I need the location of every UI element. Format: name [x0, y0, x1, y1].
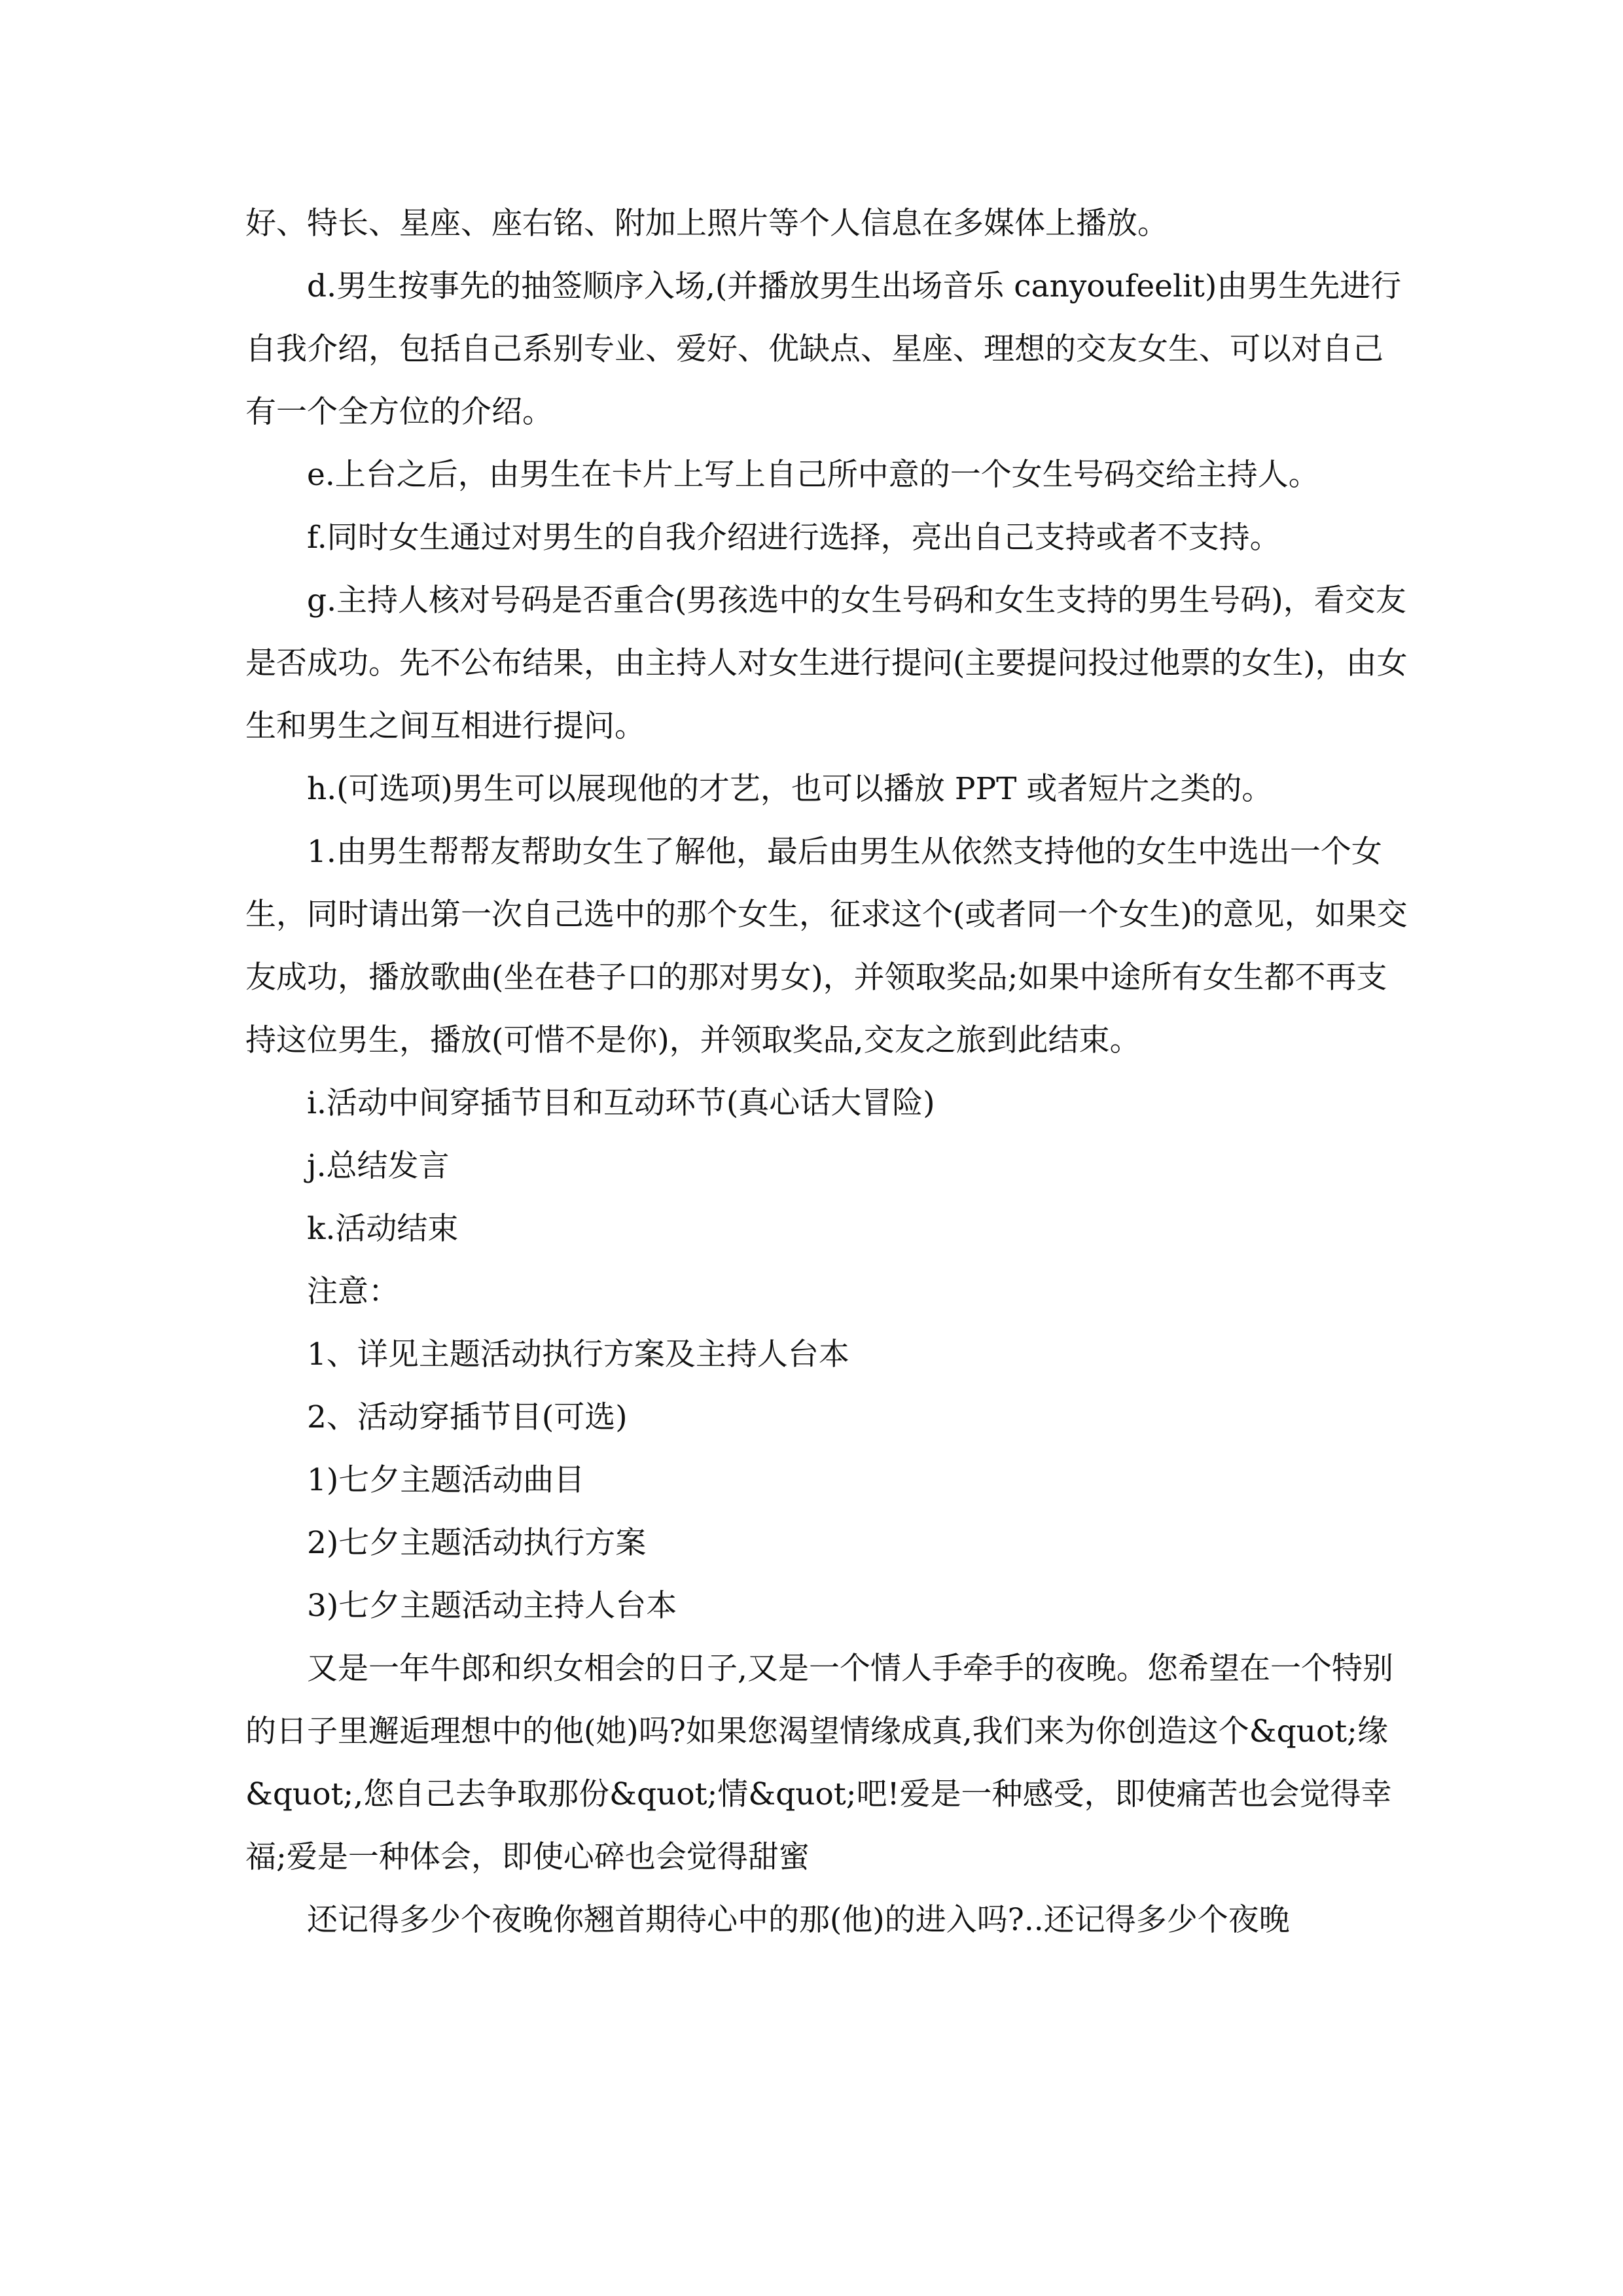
paragraph-4: f.同时女生通过对男生的自我介绍进行选择，亮出自己支持或者不支持。	[307, 520, 1281, 556]
paragraph-14: 1)七夕主题活动曲目	[307, 1462, 585, 1498]
paragraph-1: 好、特长、星座、座右铭、附加上照片等个人信息在多媒体上播放。	[245, 206, 1168, 242]
paragraph-2: d.男生按事先的抽签顺序入场,(并播放男生出场音乐 canyoufeelit)由男生先进行自我介绍，包括自己系别专业、爱好、优缺点、星座、理想的交友女生、可以对自己有一个全方位的介绍。	[245, 268, 1402, 430]
paragraph-7: 1.由男生帮帮友帮助女生了解他，最后由男生从依然支持他的女生中选出一个女生，同时请出第一次自己选中的那个女生，征求这个(或者同一个女生)的意见，如果交友成功，播放歌曲(坐在巷子口的那对男女)，并领取奖品;如果中途所有女生都不再支持这位男生，播放(可惜不是你)，并领取奖品,交友之旅到此结束。	[245, 834, 1408, 1058]
paragraph-12: 1、详见主题活动执行方案及主持人台本	[307, 1336, 849, 1372]
paragraph-11: 注意：	[307, 1274, 399, 1310]
paragraph-18: 还记得多少个夜晚你翘首期待心中的那(他)的进入吗?..还记得多少个夜晚	[307, 1902, 1290, 1938]
paragraph-8: i.活动中间穿插节目和互动环节(真心话大冒险)	[307, 1085, 935, 1121]
paragraph-3: e.上台之后，由男生在卡片上写上自己所中意的一个女生号码交给主持人。	[307, 457, 1319, 493]
paragraph-5: g.主持人核对号码是否重合(男孩选中的女生号码和女生支持的男生号码)，看交友是否成功。先不公布结果，由主持人对女生进行提问(主要提问投过他票的女生)，由女生和男生之间互相进行提问。	[245, 583, 1408, 744]
paragraph-13: 2、活动穿插节目(可选)	[307, 1399, 628, 1435]
paragraph-17: 又是一年牛郎和织女相会的日子,又是一个情人手牵手的夜晚。您希望在一个特别的日子里邂逅理想中的他(她)吗?如果您渴望情缘成真,我们来为你创造这个&quot;缘&quot;,您自己去争取那份&quot;情&quot;吧!爱是一种感受，即使痛苦也会觉得幸福;爱是一种体会，即使心碎也会觉得甜蜜	[245, 1651, 1393, 1875]
paragraph-16: 3)七夕主题活动主持人台本	[307, 1588, 677, 1624]
paragraph-9: j.总结发言	[307, 1148, 450, 1184]
paragraph-15: 2)七夕主题活动执行方案	[307, 1525, 647, 1561]
document-body	[245, 192, 1410, 1952]
paragraph-10: k.活动结束	[307, 1211, 459, 1247]
paragraph-6: h.(可选项)男生可以展现他的才艺，也可以播放 PPT 或者短片之类的。	[307, 771, 1273, 807]
